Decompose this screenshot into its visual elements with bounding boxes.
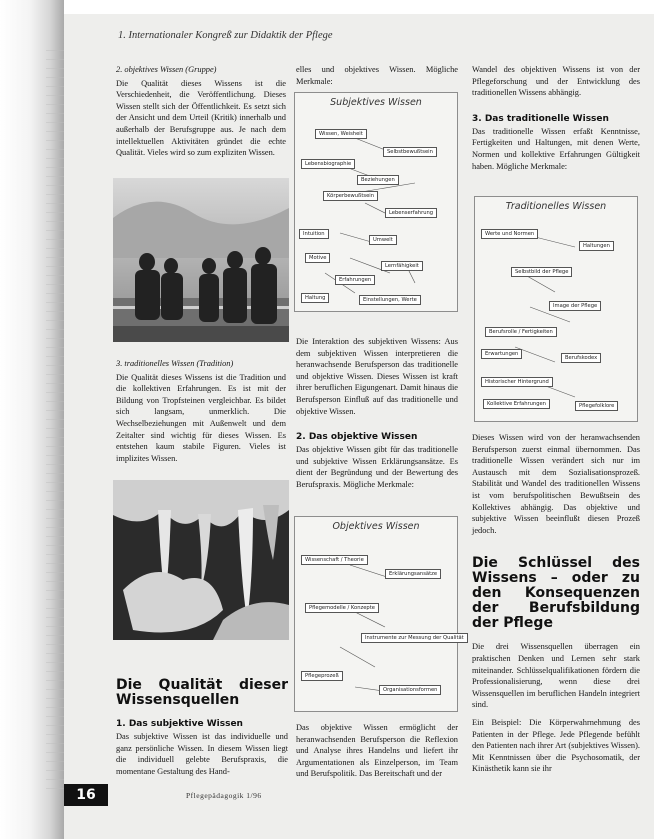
column-3-top-text: Wandel des objektiven Wissens ist von der Pflegeforschung und der Entwicklung des traditionellen Wissens abhängig. [472, 65, 640, 98]
intro-title: 2. objektives Wissen (Gruppe) [116, 65, 217, 74]
key-heading: Die Schlüssel des Wissens – oder zu den Konsequenzen der Berufsbildung der Pflege [472, 555, 640, 632]
diagram-1-box: Lernfähigkeit [381, 261, 423, 271]
running-header: 1. Internationaler Kongreß zur Didaktik der Pflege [118, 30, 333, 41]
objective-heading: 2. Das objektive Wissen [296, 432, 418, 443]
diagram-2-connectors [295, 517, 459, 713]
traditional-heading: 3. Das traditionelle Wissen [472, 113, 609, 124]
diagram-1-box: Haltung [301, 293, 329, 303]
diagram-2-box: Instrumente zur Messung der Qualität [361, 633, 468, 643]
diagram-3-box: Erwartungen [481, 349, 522, 359]
column-3-top [472, 64, 640, 174]
diagram-1-explanation: Die Interaktion des subjektiven Wissens: Aus dem subjektiven Wissen interpretieren die heranwachsende Berufsperson das traditionelle und objektive Wissen. Dieses Wissen ist kraft ihrer beruflichen Eigungenart. Damit hinaus die Berufsperson Einfluß auf das traditionelle und objektive Wissen. [296, 337, 458, 416]
diagram-2-box: Erklärungsansätze [385, 569, 441, 579]
diagram-2-title: Objektives Wissen [332, 521, 420, 532]
key-paragraph-1: Die drei Wissensquellen überragen ein praktischen Denken und Lernen sehr stark miteinander. Schlüsselqualifikationen fördern die Professionalisierung, wenn diese drei Wissensquellen im beruflichen Handeln integriert sind. [472, 642, 640, 710]
diagram-1-connectors [295, 93, 459, 313]
diagram-1-box: Motive [305, 253, 330, 263]
column-1-quality [116, 678, 288, 779]
diagram-2-box: Pflegemodelle / Konzepte [305, 603, 379, 613]
diagram-1-box: Einstellungen, Werte [359, 295, 421, 305]
diagram-3-box: Berufskodex [561, 353, 601, 363]
column-2-top [296, 64, 458, 89]
diagram-3-explanation: Dieses Wissen wird von der heranwachsenden Berufsperson zuerst einmal übernommen. Das traditionelle Wissen verändert sich nur im Austausch mit dem Sozialisationsprozeß. Stabilität und Wandel des traditionellen Wissens ist vom berufspolitischen Bewußtsein des Kollektives abhängig. Das objektive und subjektive Wissen beeinflußt diesen Prozeß jedoch. [472, 433, 640, 535]
diagram-1-box: Umwelt [369, 235, 397, 245]
diagram-1-box: Intuition [299, 229, 329, 239]
diagram-1-title: Subjektives Wissen [330, 97, 422, 108]
diagram-2-box: Organisationsformen [379, 685, 441, 695]
diagram-1-box: Lebensbiographie [301, 159, 355, 169]
column-2-middle [296, 336, 458, 493]
traditional-text: Das traditionelle Wissen erfaßt Kenntnisse, Fertigkeiten und Haltungen, mit denen Werte, Normen und kollektive Erfahrungen Gültigkeit haben. Mögliche Merkmale: [472, 126, 640, 171]
diagram-3-box: Pflegefolklore [575, 401, 618, 411]
column-3-middle [472, 432, 640, 777]
diagram-3-box: Selbstbild der Pflege [511, 267, 572, 277]
diagram-3-box: Historischer Hintergrund [481, 377, 553, 387]
subjective-knowledge-diagram [294, 92, 458, 312]
page-number: 16 [64, 784, 108, 806]
diagram-1-box: Beziehungen [357, 175, 399, 185]
diagram-1-box: Wissen, Weisheit [315, 129, 367, 139]
quality-heading: Die Qualität dieser Wissensquellen [116, 677, 288, 708]
diagram-3-title: Traditionelles Wissen [505, 201, 607, 212]
diagram-3-box: Berufsrolle / Fertigkeiten [485, 327, 557, 337]
diagram-1-box: Lebenserfahrung [385, 208, 437, 218]
diagram-2-box: Wissenschaft / Theorie [301, 555, 368, 565]
diagram-3-box: Haltungen [579, 241, 614, 251]
diagram-1-box: Erfahrungen [335, 275, 375, 285]
tradition-text: Die Qualität dieses Wissens ist die Tradition und die kollektiven Erfahrungen. Es ist mit der Bildung von Tropfsteinen vergleichbar. Es bildet sich langsam, unmerklich. Die Wechselbeziehungen mit Außenwelt und dem Zeitalter sind wichtig für dieses Wissen. Es entstehen kaum stabile Figuren. Vieles ist implizites Wissen. [116, 372, 286, 463]
diagram-2-explanation: Das objektive Wissen ermöglicht der heranwachsenden Berufsperson die Reflexion und Analyse ihres Handelns und liefert ihr Argumentationen als Einzelperson, im Team und Berufspolitik. Das Bereitschaft und der [296, 723, 458, 779]
people-photo [113, 178, 289, 342]
tradition-title: 3. traditionelles Wissen (Tradition) [116, 359, 234, 368]
subjective-text: Das subjektive Wissen ist das individuelle und ganz persönliche Wissen. In diesem Wissen liegt die individuell gelebte Berufspraxis, die momentane Gestaltung des Hand- [116, 732, 288, 776]
column-2-bottom [296, 722, 458, 782]
column-1-intro [116, 64, 286, 161]
column-1-tradition [116, 358, 286, 466]
magazine-footer: Pflegepädagogik 1/96 [186, 791, 262, 800]
objective-knowledge-diagram [294, 516, 464, 712]
subjective-heading: 1. Das subjektive Wissen [116, 719, 243, 729]
diagram-1-box: Körperbewußtsein [323, 191, 378, 201]
intro-text: Die Qualität dieses Wissens ist die Verschiedenheit, die Veröffentlichung. Dieses Wissen stellt sich der Öffentlichkeit. Es setzt sich der Ansicht und dem Urteil (Kritik) innerhalb und außerhalb der Berufsgruppe aus. Je nach dem intellektuellen Aktivitäten gründet die echte Qualität. Vieles wird so zum expliziten Wissen. [116, 78, 286, 158]
stalactite-photo [113, 480, 289, 640]
diagram-2-box: Pflegeprozeß [301, 671, 343, 681]
diagram-3-box: Werte und Normen [481, 229, 538, 239]
diagram-3-box: Kollektive Erfahrungen [483, 399, 550, 409]
key-paragraph-2: Ein Beispiel: Die Körperwahrnehmung des Patienten in der Pflege. Jede Pflegende befühlt den Patienten nach ihrer Art (subjektives Wissen). Mit Kenntnissen über die Psychosomatik, der Kinästhetik kann sie ihr [472, 717, 640, 774]
diagram-1-box: Selbstbewußtsein [383, 147, 437, 157]
diagram-3-box: Image der Pflege [549, 301, 601, 311]
page-edge-lines [46, 50, 64, 790]
traditional-knowledge-diagram [474, 196, 638, 422]
column-2-top-text: elles und objektives Wissen. Mögliche Merkmale: [296, 65, 458, 86]
objective-text: Das objektive Wissen gibt für das traditionelle und subjektive Wissen Erklärungsansätze. Es dient der Begründung und der Bewertung des Berufspraxis. Mögliche Merkmale: [296, 445, 458, 489]
